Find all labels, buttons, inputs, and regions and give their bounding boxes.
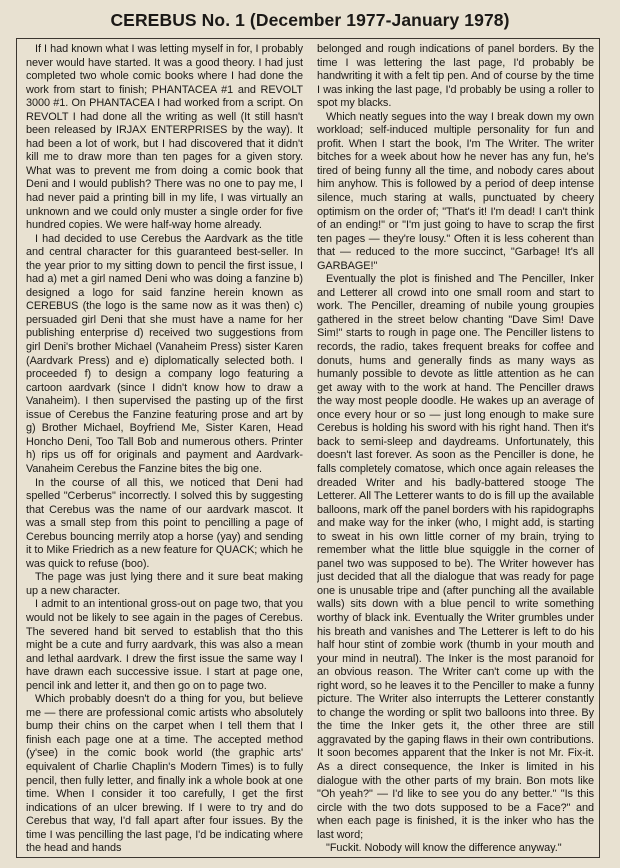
left-column	[26, 43, 303, 853]
article-title: CEREBUS No. 1 (December 1977-January 1978)	[110, 10, 510, 30]
paragraph: belonged and rough indications of panel borders. By the time I was lettering the last page, I'd probably be handwriting it with a felt tip pen. And of course by the time I was inking the last page, I'd probably be using a roller to spot my blacks.	[317, 43, 594, 110]
article-body	[26, 43, 594, 853]
paragraph: I had decided to use Cerebus the Aardvark as the title and central character for this guaranteed best-seller. In the year prior to my sitting down to pencil the first issue, I had a) met a girl named Deni who was doing a fanzine b) designed a logo for said fanzine herein known as CEREBUS (the logo is the same now as it was then) c) persuaded girl Deni that she must have a name for her publishing enterprise d) received two suggestions from girl Deni's brother Michael (Vanaheim Press) sister Karen (Aardvark Press) and e) diplomatically selected both. I proceeded f) to design a company logo featuring a cartoon aardvark (since I didn't know how to draw a Vanaheim). I then supervised the pasting up of the first issue of Cerebus the Fanzine featuring prose and art by g) Brother Michael, Boyfriend Me, Sister Karen, Head Honcho Deni, Too Tall Bob and numerous others. Printer h) rips us off for originals and payment and Aardvark-Vanaheim Cerebus the Fanzine bites the big one.	[26, 232, 303, 475]
paragraph: Which neatly segues into the way I break down my own workload; self-induced multiple personality for fun and profit. When I start the book, I'm The Writer. The writer bitches for a week about how he never has any fun, he's tired of being funny all the time, and nobody cares about him anyhow. This is followed by a period of deep intense silence, much staring at walls, punctuated by cheery optimism on the order of; "That's it! I'm dead! I can't think of an ending!" or "I'm just going to have to scrap the first ten pages — they're lousy." Often it is less coherent than that — reduced to the more succinct, "Garbage! It's all GARBAGE!"	[317, 110, 594, 272]
paragraph: In the course of all this, we noticed that Deni had spelled "Cerberus" incorrectly. I solved this by suggesting that Cerebus was the name of our aardvark mascot. It was a small step from this point to pencilling a page of Cerebus bouncing merrily atop a horse (yay) and sending it to Mike Friedrich as a new feature for QUACK; which he was quick to refuse (boo).	[26, 476, 303, 570]
paragraph: The page was just lying there and it sure beat making up a new character.	[26, 571, 303, 597]
paragraph: If I had known what I was letting myself in for, I probably never would have started. It was a good theory. I had just completed two whole comic books where I had done the work from start to finish; PHANTACEA #1 and REVOLT 3000 #1. On PHANTACEA I had worked from a script. On REVOLT I had done all the writing as well (It still hasn't been released by IRJAX ENTERPRISES by the way). It had been a lot of work, but I had discovered that it didn't kill me to draw more than ten pages for a given story. What was to prevent me from doing a comic book that Deni and I would publish? There was no one to pay me, I had never paid a printing bill in my life, I was virtually an unknown and we could only muster a single order for five hundred copies. We were half-way home already.	[26, 43, 303, 232]
paragraph: Which probably doesn't do a thing for you, but believe me — there are professional comic artists who absolutely bump their chins on the carpet when I tell them that I finish each page one at a time. The accepted method (y'see) in the comic book world (the graphic arts' equivalent of Charlie Chaplin's Modern Times) is to fully pencil, then fully letter, and finally ink a whole book at one time. When I consider it too carefully, I get the first indications of an ulcer brewing. If I were to try and do Cerebus that way, I'd fall apart after four issues. By the time I was pencilling the last page, I'd be indicating where the head and hands	[26, 693, 303, 853]
paragraph: Eventually the plot is finished and The Penciller, Inker and Letterer all crowd into one small room and start to work. The Penciller, dreaming of nubile young groupies gathered in the street below chanting "Dave Sim! Dave Sim!" starts to rough in page one. The Penciller listens to records, the radio, takes frequent breaks for coffee and donuts, hums and generally finds as many ways as humanly possible to devote as little attention as he can get away with to the work at hand. The Penciller draws the way most people doodle. He wakes up an average of once every hour or so — just long enough to make sure Cerebus is holding his sword with his right hand. Then it's back to semi-sleep and daydreams. Unfortunately, this doesn't last forever. As soon as the Penciller is done, he falls completely comatose, which once again releases the dreaded Writer and his badly-battered stooge The Letterer. All The Letterer wants to do is fill up the available balloons, mark off the panel borders with his rapidographs and make way for the inker (who, I might add, is starting to sweat in his own little corner of my brain, trying to remember what the little blue squiggle in the corner of panel two was supposed to be). The Writer however has just decided that all the dialogue that was ready for page one is unusable tripe and (after punching all the available walls) sits down with a blue pencil to write something worthy of black ink. Eventually the Writer grumbles under his breath and vanishes and The Letterer is left to do his half hour stint of zombie work (thumb in your mouth and your mind in neutral). The Inker is the most paranoid for an obvious reason. The Writer can't come up with the right word, so he leaves it to the Penciller to make a funny picture. The Writer also interrupts the Letterer constantly to change the wording or split two balloons into three. By the time the Inker gets it, the other three are still aggravated by the gaping flaws in their own contributions. It soon becomes apparent that the Inker is not Mr. Fix-it. As a direct consequence, the Inker is limited in his dialogue with the other parts of my brain. Bon mots like "Oh yeah?" — I'd like to see you do any better." "Is this circle with the two dots supposed to be a Face?" and when each page is finished, it is the inker who has the last word;	[317, 273, 594, 841]
paragraph: I admit to an intentional gross-out on page two, that you would not be likely to see again in the pages of Cerebus. The severed hand bit served to establish that tho this might be a cute and furry aardvark, this was also a mean and lethal aardvark. I drew the first issue the same way I have drawn each successive issue. I start at page one, pencil ink and letter it, and then go on to page two.	[26, 598, 303, 692]
right-column	[317, 43, 594, 853]
paragraph: "Fuckit. Nobody will know the difference anyway."	[326, 842, 562, 853]
